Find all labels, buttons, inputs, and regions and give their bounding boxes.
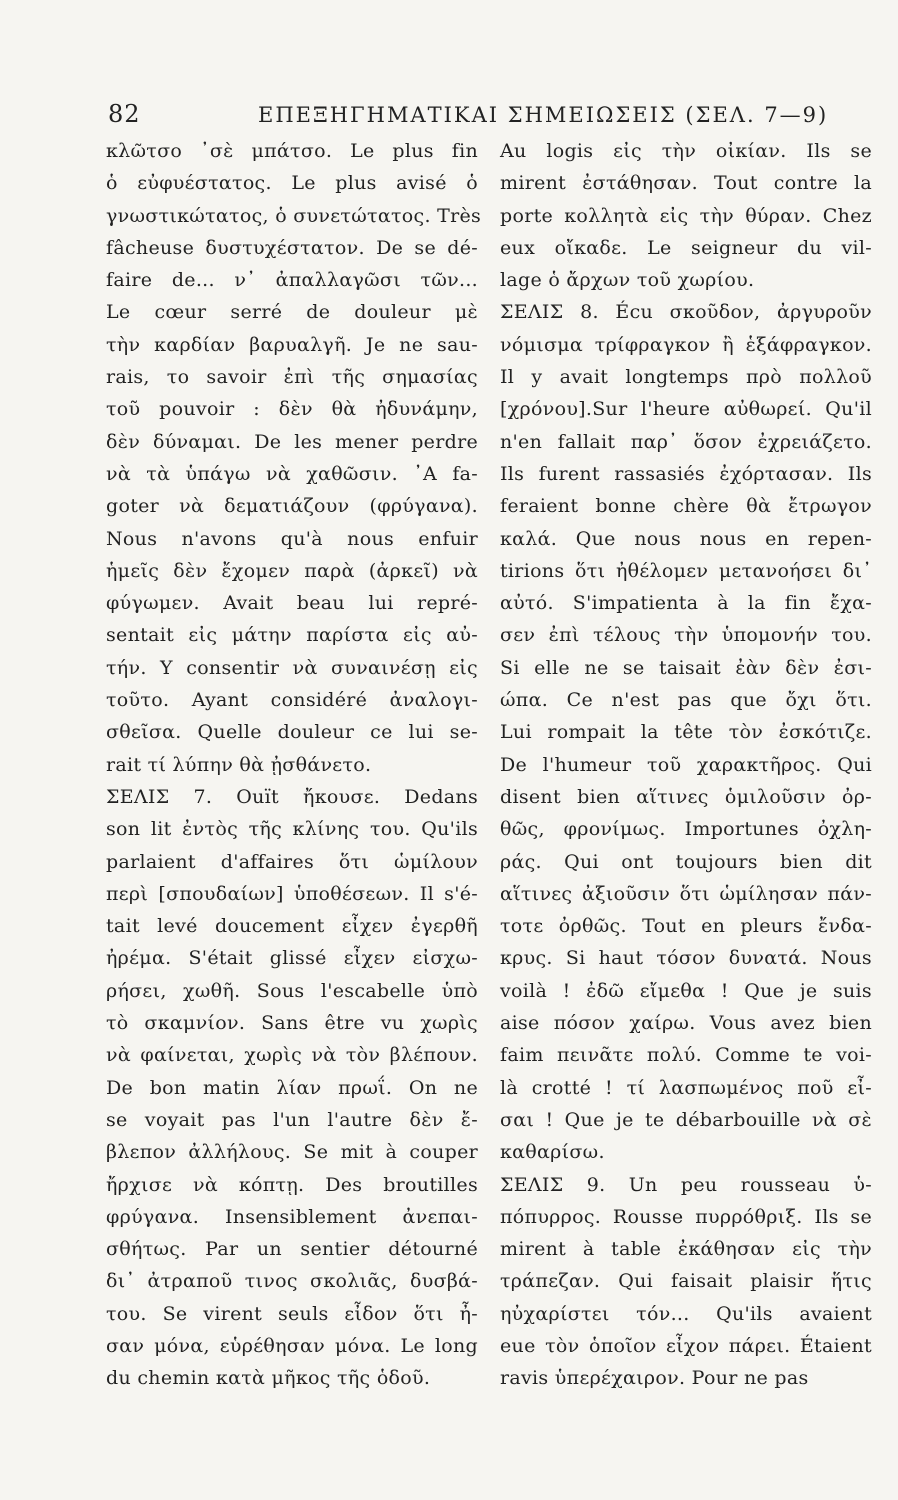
text-line: mirent ἐστάθησαν. Tout contre la: [500, 172, 872, 195]
text-line: faim πεινᾶτε πολύ. Comme te voi-: [500, 1044, 872, 1067]
text-line: σαι ! Que je te débarbouille νὰ σὲ: [500, 1108, 872, 1131]
text-line: περὶ [σπουδαίων] ὑποθέσεων. Il s'é-: [106, 882, 478, 905]
text-line: τοῦτο. Ayant considéré ἀναλογι-: [106, 689, 478, 712]
text-line: γνωστικώτατος, ὁ συνετώτατος. Très: [106, 204, 482, 227]
text-line: Lui rompait la tête τὸν ἐσκότιζε.: [500, 721, 872, 744]
text-line: ΣΕΛΙΣ 8. Écu σκοῦδον, ἀργυροῦν: [500, 301, 872, 324]
text-line: θῶς, φρονίμως. Importunes ὀχλη-: [500, 818, 872, 841]
left-column: [106, 135, 482, 1395]
text-line: porte κολλητὰ εἰς τὴν θύραν. Chez: [500, 204, 872, 227]
text-line: ἠρέμα. S'était glissé εἶχεν εἰσχω-: [106, 947, 478, 970]
right-column: [500, 135, 872, 1395]
text-line: τὸ σκαμνίον. Sans être vu χωρὶς: [106, 1012, 478, 1035]
text-line: ρήσει, χωθῆ. Sous l'escabelle ὑπὸ: [106, 979, 478, 1002]
text-line: Il y avait longtemps πρὸ πολλοῦ: [500, 366, 872, 389]
text-line: De bon matin λίαν πρωΐ. On ne: [106, 1076, 478, 1099]
text-line: πόπυρρος. Rousse πυρρόθριξ. Ils se: [500, 1205, 872, 1228]
text-line: δι᾽ ἀτραποῦ τινος σκολιᾶς, δυσβά-: [106, 1270, 478, 1293]
text-line: τήν. Y consentir νὰ συναινέσῃ εἰς: [106, 656, 478, 679]
text-line: ώπα. Ce n'est pas que ὄχι ὅτι.: [500, 689, 872, 712]
text-line: eue τὸν ὁποῖον εἶχον πάρει. Étaient: [500, 1334, 872, 1357]
text-line: ἡμεῖς δὲν ἔχομεν παρὰ (ἀρκεῖ) νὰ: [106, 559, 478, 582]
running-head: ΕΠΕΞΗΓΗΜΑΤΙΚΑΙ ΣΗΜΕΙΩΣΕΙΣ (ΣΕΛ. 7—9): [258, 103, 829, 127]
text-line: σθεῖσα. Quelle douleur ce lui se-: [106, 721, 478, 744]
text-line: De l'humeur τοῦ χαρακτῆρος. Qui: [500, 753, 872, 776]
text-line: [χρόνου].Sur l'heure αὐθωρεί. Qu'il: [500, 398, 872, 421]
text-line: du chemin κατὰ μῆκος τῆς ὁδοῦ.: [106, 1367, 431, 1390]
text-line: tirions ὅτι ἠθέλομεν μετανοήσει δι᾽: [500, 559, 872, 582]
text-line: eux οἴκαδε. Le seigneur du vil-: [500, 236, 872, 259]
text-line: mirent à table ἐκάθησαν εἰς τὴν: [500, 1238, 872, 1261]
text-line: son lit ἐντὸς τῆς κλίνης του. Qu'ils: [106, 818, 478, 841]
text-line: Au logis εἰς τὴν οἰκίαν. Ils se: [500, 140, 872, 162]
text-line: ἤρχισε νὰ κόπτῃ. Des broutilles: [106, 1173, 478, 1196]
text-line: goter νὰ δεματιάζουν (φρύγανα).: [106, 495, 478, 518]
text-line: νὰ τὰ ὑπάγω νὰ χαθῶσιν. ᾽Α fa-: [106, 462, 478, 485]
text-line: σθήτως. Par un sentier détourné: [106, 1238, 478, 1261]
text-line: τοῦ pouvoir : δὲν θὰ ἠδυνάμην,: [106, 398, 478, 421]
text-line: feraient bonne chère θὰ ἔτρωγον: [500, 495, 872, 518]
text-line: sentait εἰς μάτην παρίστα εἰς αὐ-: [106, 624, 478, 647]
text-line: voilà ! ἐδῶ εἴμεθα ! Que je suis: [500, 979, 872, 1002]
text-line: καθαρίσω.: [500, 1141, 605, 1164]
page-header: [108, 100, 868, 140]
text-line: τοτε ὀρθῶς. Tout en pleurs ἔνδα-: [500, 915, 872, 938]
text-line: tait levé doucement εἶχεν ἐγερθῆ: [106, 915, 478, 938]
text-line: καλά. Que nous nous en repen-: [500, 527, 872, 550]
text-line: νὰ φαίνεται, χωρὶς νὰ τὸν βλέπουν.: [106, 1044, 478, 1067]
text-line: τὴν καρδίαν βαρυαλγῆ. Je ne sau-: [106, 333, 478, 356]
text-line: ΣΕΛΙΣ 7. Ouït ἤκουσε. Dedans: [106, 785, 478, 808]
text-line: là crotté ! τί λασπωμένος ποῦ εἶ-: [500, 1076, 872, 1099]
text-line: κρυς. Si haut τόσον δυνατά. Nous: [500, 947, 872, 970]
text-line: ΣΕΛΙΣ 9. Un peu rousseau ὑ-: [500, 1173, 872, 1196]
text-line: φρύγανα. Insensiblement ἀνεπαι-: [106, 1205, 478, 1228]
text-line: parlaient d'affaires ὅτι ὡμίλουν: [106, 850, 478, 873]
text-line: Si elle ne se taisait ἐὰν δὲν ἐσι-: [500, 656, 872, 679]
text-line: ὁ εὐφυέστατος. Le plus avisé ὁ: [106, 172, 478, 195]
page-number: 82: [108, 100, 141, 128]
text-line: Ils furent rassasiés ἐχόρτασαν. Ils: [500, 462, 872, 485]
text-line: ράς. Qui ont toujours bien dit: [500, 850, 872, 873]
text-line: Le cœur serré de douleur μὲ: [106, 301, 478, 324]
text-line: lage ὁ ἄρχων τοῦ χωρίου.: [500, 269, 755, 292]
text-line: Nous n'avons qu'à nous enfuir: [106, 527, 478, 550]
text-line: n'en fallait παρ᾽ ὅσον ἐχρειάζετο.: [500, 430, 872, 453]
text-line: αἵτινες ἀξιοῦσιν ὅτι ὡμίλησαν πάν-: [500, 882, 872, 905]
text-line: rait τί λύπην θὰ ᾐσθάνετο.: [106, 753, 372, 776]
text-line: fâcheuse δυστυχέστατον. De se dé-: [106, 236, 478, 259]
text-line: του. Se virent seuls εἶδον ὅτι ἦ-: [106, 1302, 478, 1325]
text-line: αὐτό. S'impatienta à la fin ἔχα-: [500, 592, 872, 615]
text-line: ηὐχαρίστει τόν... Qu'ils avaient: [500, 1302, 872, 1325]
text-line: νόμισμα τρίφραγκον ἢ ἑξάφραγκον.: [500, 333, 872, 356]
text-line: φύγωμεν. Avait beau lui repré-: [106, 592, 478, 615]
text-line: σεν ἐπὶ τέλους τὴν ὑπομονήν του.: [500, 624, 872, 647]
text-line: τράπεζαν. Qui faisait plaisir ἥτις: [500, 1270, 872, 1293]
text-line: σαν μόνα, εὑρέθησαν μόνα. Le long: [106, 1334, 478, 1357]
text-line: κλῶτσο ᾽σὲ μπάτσο. Le plus fin: [106, 140, 478, 162]
text-line: δὲν δύναμαι. De les mener perdre: [106, 430, 478, 453]
text-line: faire de... ν᾽ ἀπαλλαγῶσι τῶν...: [106, 269, 478, 292]
text-line: rais, το savoir ἐπὶ τῆς σημασίας: [106, 366, 478, 389]
text-line: βλεπον ἀλλήλους. Se mit à couper: [106, 1141, 478, 1164]
text-line: ravis ὑπερέχαιρον. Pour ne pas: [500, 1367, 809, 1390]
text-line: se voyait pas l'un l'autre δὲν ἔ-: [106, 1108, 478, 1131]
text-line: disent bien αἵτινες ὁμιλοῦσιν ὀρ-: [500, 785, 872, 808]
text-line: aise πόσον χαίρω. Vous avez bien: [500, 1012, 872, 1035]
